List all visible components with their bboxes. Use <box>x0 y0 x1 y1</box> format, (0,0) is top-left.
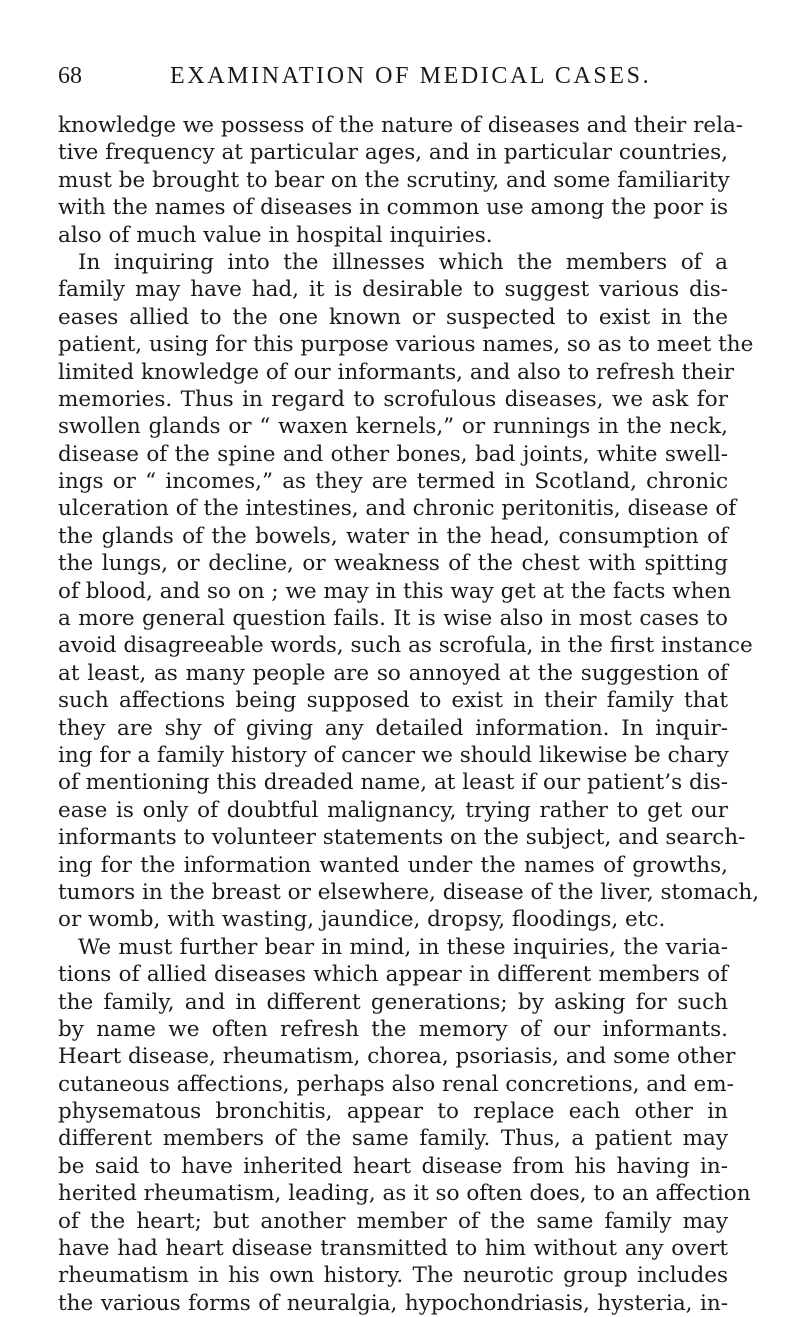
text-line: have had heart disease transmitted to him without any overt <box>58 1236 728 1262</box>
page-number: 68 <box>58 63 82 89</box>
text-line: be said to have inherited heart disease from his having in- <box>58 1153 728 1179</box>
text-line: swollen glands or “ waxen kernels,” or runnings in the neck, <box>58 414 728 440</box>
text-line: We must further bear in mind, in these inquiries, the varia- <box>78 934 728 960</box>
text-line: the family, and in different generations; by asking for such <box>58 989 728 1015</box>
text-line: ease is only of doubtful malignancy, trying rather to get our <box>58 797 728 823</box>
text-line: tions of allied diseases which appear in different members of <box>58 962 728 988</box>
body-text <box>58 112 760 1317</box>
text-line: rheumatism in his own history. The neurotic group includes <box>58 1263 728 1289</box>
running-title: EXAMINATION OF MEDICAL CASES. <box>170 63 652 89</box>
text-line: by name we often refresh the memory of our informants. <box>58 1016 728 1042</box>
running-header <box>58 58 730 94</box>
text-line: such affections being supposed to exist in their family that <box>58 688 728 714</box>
text-line: tumors in the breast or elsewhere, disease of the liver, stomach, <box>58 879 760 905</box>
text-line: knowledge we possess of the nature of diseases and their rela- <box>58 113 744 138</box>
text-line: must be brought to bear on the scrutiny, and some familiarity <box>58 167 730 193</box>
text-line: limited knowledge of our informants, and also to refresh their <box>58 359 735 385</box>
text-line: the glands of the bowels, water in the head, consumption of <box>58 523 728 549</box>
text-line: of mentioning this dreaded name, at least if our patient’s dis- <box>58 770 728 796</box>
text-line: In inquiring into the illnesses which the members of a <box>78 249 728 275</box>
text-line: the various forms of neuralgia, hypochondriasis, hysteria, in- <box>58 1290 728 1316</box>
text-line: memories. Thus in regard to scrofulous diseases, we ask for <box>58 386 728 412</box>
text-line: patient, using for this purpose various names, so as to meet the <box>58 332 754 358</box>
text-line: of the heart; but another member of the same family may <box>58 1208 728 1234</box>
text-line: of blood, and so on ; we may in this way get at the facts when <box>58 578 732 604</box>
text-line: also of much value in hospital inquiries. <box>58 222 493 248</box>
text-line: at least, as many people are so annoyed at the suggestion of <box>58 660 728 686</box>
text-line: eases allied to the one known or suspected to exist in the <box>58 304 728 330</box>
text-line: family may have had, it is desirable to suggest various dis- <box>58 277 728 303</box>
text-line: Heart disease, rheumatism, chorea, psoriasis, and some other <box>58 1044 736 1070</box>
text-line: physematous bronchitis, appear to replace each other in <box>58 1099 728 1125</box>
text-line: the lungs, or decline, or weakness of the chest with spitting <box>58 551 728 577</box>
text-line: avoid disagreeable words, such as scrofula, in the first instance <box>58 633 753 659</box>
text-line: ings or “ incomes,” as they are termed in Scotland, chronic <box>58 469 728 495</box>
text-line: a more general question fails. It is wise also in most cases to <box>58 606 728 632</box>
text-line: disease of the spine and other bones, bad joints, white swell- <box>58 441 728 467</box>
text-line: ing for the information wanted under the names of growths, <box>58 852 728 878</box>
text-line: or womb, with wasting, jaundice, dropsy, floodings, etc. <box>58 907 666 933</box>
text-line: informants to volunteer statements on the subject, and search- <box>58 825 746 851</box>
text-line: herited rheumatism, leading, as it so often does, to an affection <box>58 1181 751 1207</box>
text-line: tive frequency at particular ages, and in particular countries, <box>58 140 728 166</box>
text-line: different members of the same family. Thus, a patient may <box>58 1126 728 1152</box>
text-line: ulceration of the intestines, and chronic peritonitis, disease of <box>58 496 737 522</box>
text-line: ing for a family history of cancer we should likewise be chary <box>58 742 729 768</box>
text-line: with the names of diseases in common use among the poor is <box>58 195 728 221</box>
text-line: cutaneous affections, perhaps also renal concretions, and em- <box>58 1071 734 1097</box>
text-line: they are shy of giving any detailed information. In inquir- <box>58 715 728 741</box>
